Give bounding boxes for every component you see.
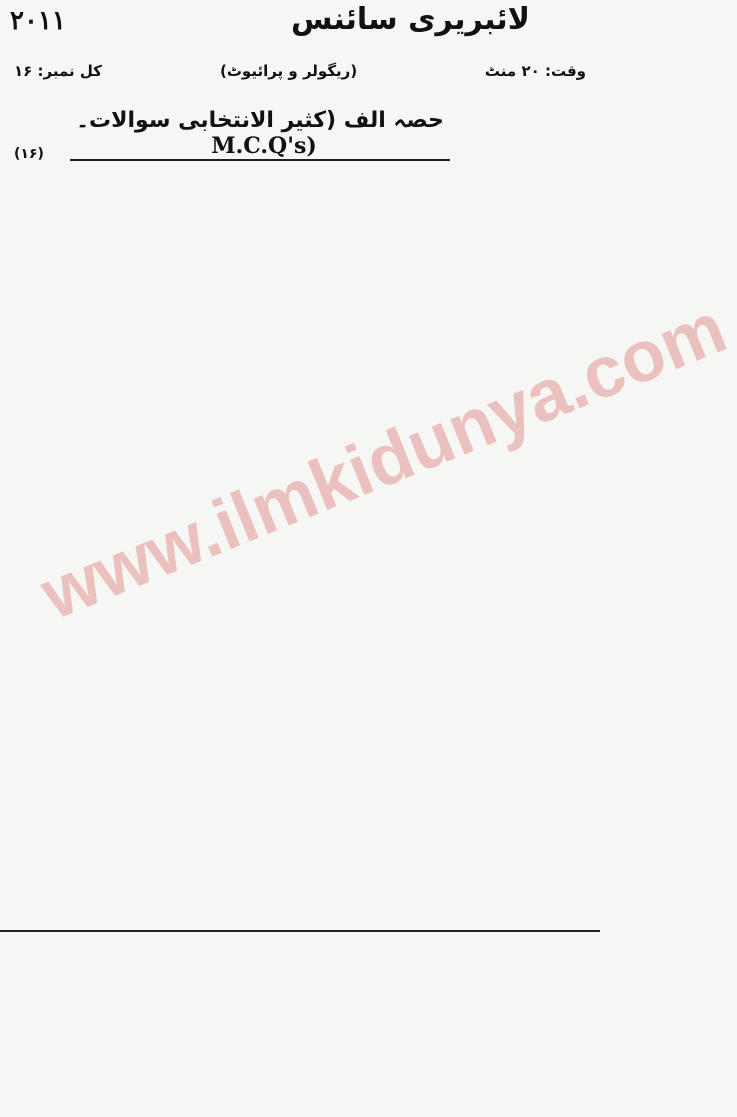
watermark: www.ilmkidunya.com (30, 287, 737, 636)
section-heading (70, 108, 450, 161)
page-title: لائبریری سائنس (290, 2, 530, 37)
mode-label: (ریگولر و پرائیوٹ) (220, 62, 358, 80)
section-mcq-label: M.C.Q's) (211, 133, 317, 159)
total-marks-label: کل نمبر: ۱۶ (14, 62, 103, 80)
section-title: حصہ الف (کثیر الانتخابی سوالات۔ (76, 108, 444, 133)
instruction-marks: (۱۶) (14, 146, 44, 162)
time-label: وقت: ۲۰ منٹ (484, 62, 586, 80)
exam-year: ۲۰۱۱ (10, 6, 66, 36)
section-divider (0, 930, 600, 932)
